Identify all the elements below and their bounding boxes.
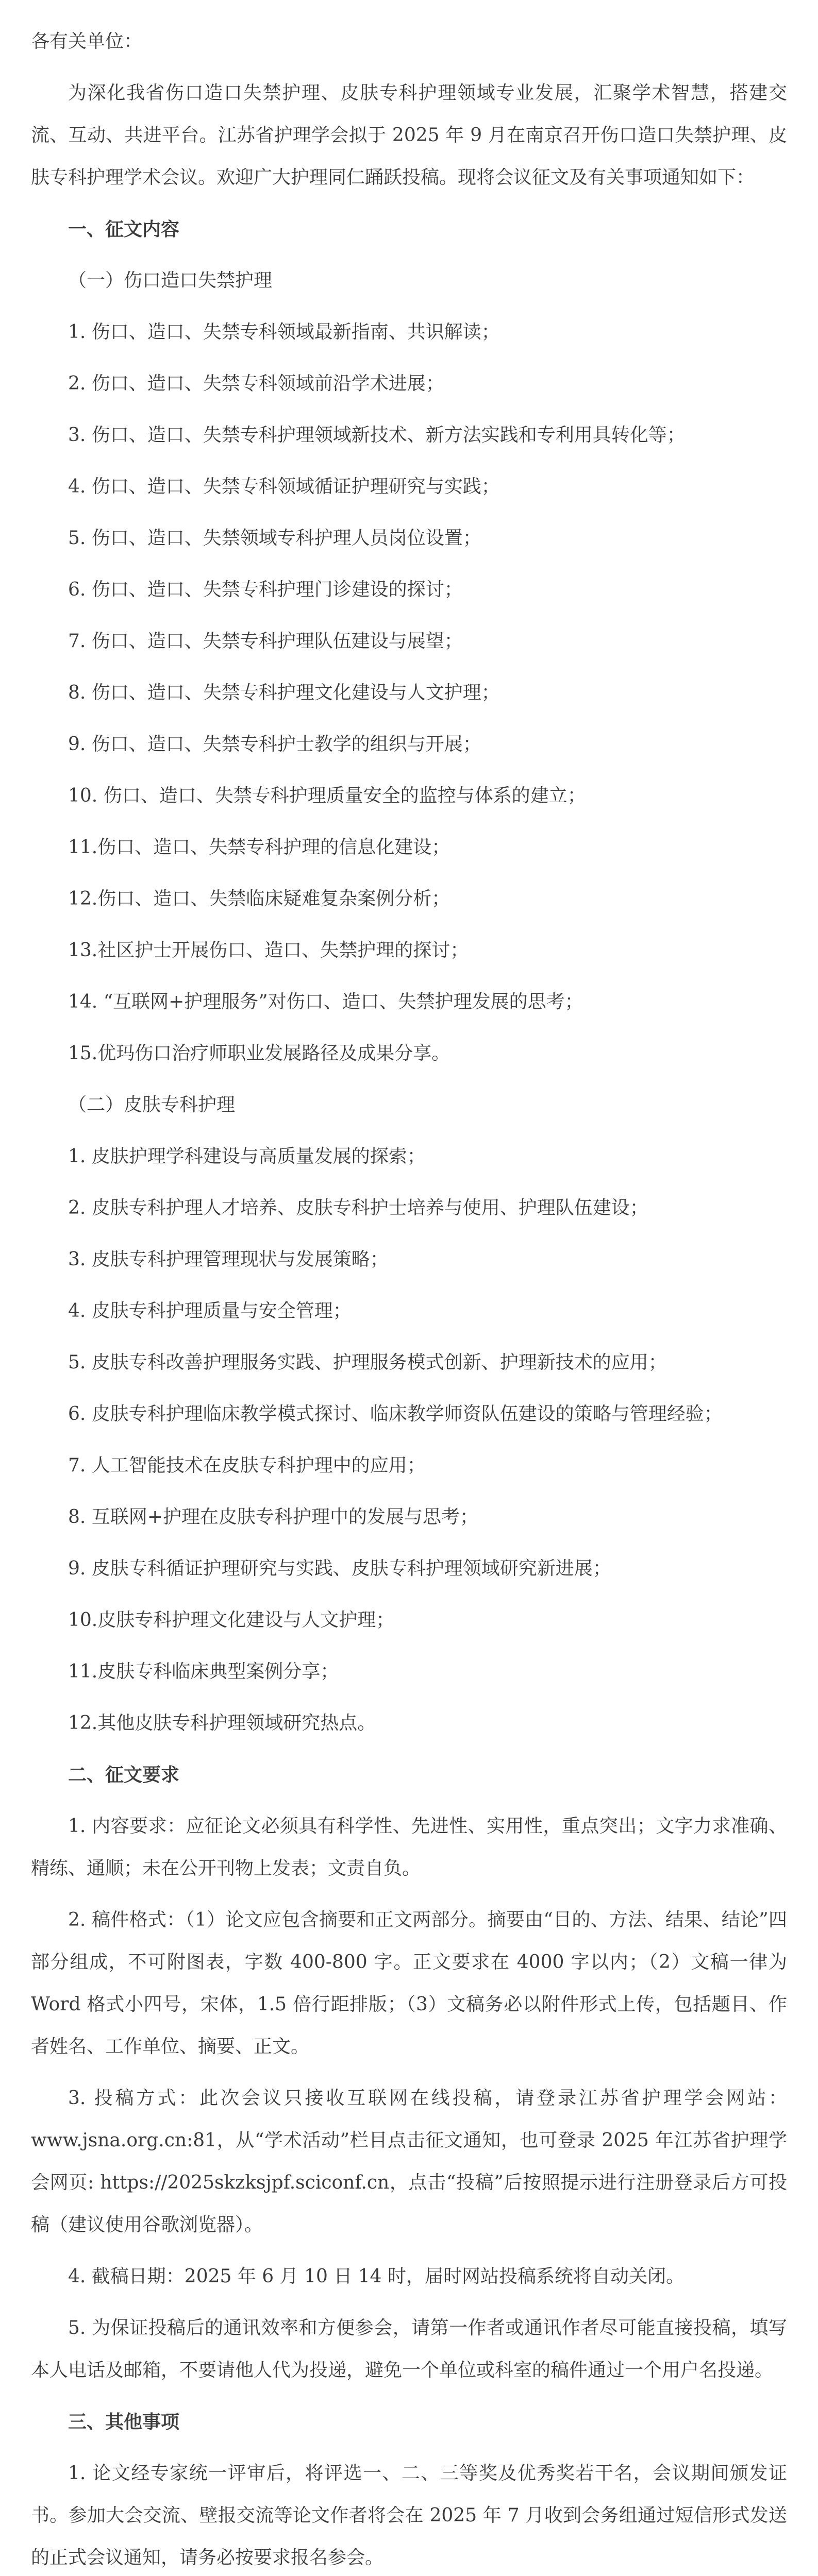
greeting: 各有关单位： (31, 31, 143, 52)
other-item: 1. 论文经专家统一评审后，将评选一、二、三等奖及优秀奖若干名，会议期间颁发证书。参加大会交流、壁报交流等论文作者将会在 2025 年 7 月收到会务组通过短信形式发送的正式会议通知，请务必按要求报名参会。 (31, 2463, 787, 2568)
requirement-item: 3. 投稿方式：此次会议只接收互联网在线投稿，请登录江苏省护理学会网站：www.jsna.org.cn:81，从“学术活动”栏目点击征文通知，也可登录 2025 年江苏省护理学会网页: https://2025skzksjpf.sciconf.cn，点击“投稿”后按照提示进行注册登录后方可投稿（建议使用谷歌浏览器）。 (31, 2088, 787, 2235)
section-heading-1: 一、征文内容 (68, 218, 180, 240)
section-heading-2: 二、征文要求 (68, 1764, 180, 1786)
wound-item: 6. 伤口、造口、失禁专科护理门诊建设的探讨； (68, 579, 463, 600)
skin-item: 12.其他皮肤专科护理领域研究热点。 (68, 1713, 376, 1734)
skin-item: 9. 皮肤专科循证护理研究与实践、皮肤专科护理领域研究新进展； (68, 1558, 611, 1579)
wound-item: 7. 伤口、造口、失禁专科护理队伍建设与展望； (68, 631, 463, 652)
skin-item: 11.皮肤专科临床典型案例分享； (68, 1661, 339, 1682)
wound-item: 5. 伤口、造口、失禁领域专科护理人员岗位设置； (68, 528, 481, 549)
wound-item: 4. 伤口、造口、失禁专科领域循证护理研究与实践； (68, 476, 500, 497)
wound-item: 3. 伤口、造口、失禁专科护理领域新技术、新方法实践和专利用具转化等； (68, 425, 686, 446)
wound-item: 1. 伤口、造口、失禁专科领域最新指南、共识解读； (68, 321, 500, 343)
section-heading-3: 三、其他事项 (68, 2411, 180, 2433)
wound-item: 15.优玛伤口治疗师职业发展路径及成果分享。 (68, 1043, 450, 1064)
skin-item: 4. 皮肤专科护理质量与安全管理； (68, 1300, 352, 1321)
wound-item: 2. 伤口、造口、失禁专科领域前沿学术进展； (68, 373, 444, 394)
skin-item: 8. 互联网+护理在皮肤专科护理中的发展与思考； (68, 1506, 478, 1528)
skin-item: 7. 人工智能技术在皮肤专科护理中的应用； (68, 1455, 426, 1476)
notice-document (31, 21, 787, 2576)
wound-item: 12.伤口、造口、失禁临床疑难复杂案例分析； (68, 888, 450, 909)
requirement-item: 1. 内容要求：应征论文必须具有科学性、先进性、实用性，重点突出；文字力求准确、精练、通顺；未在公开刊物上发表；文责自负。 (31, 1816, 787, 1879)
wound-item: 11.伤口、造口、失禁专科护理的信息化建设； (68, 837, 450, 858)
wound-item: 14. “互联网+护理服务”对伤口、造口、失禁护理发展的思考； (68, 991, 583, 1012)
skin-item: 6. 皮肤专科护理临床教学模式探讨、临床教学师资队伍建设的策略与管理经验； (68, 1403, 723, 1425)
wound-item: 13.社区护士开展伤口、造口、失禁护理的探讨； (68, 940, 469, 961)
requirement-item: 2. 稿件格式：（1）论文应包含摘要和正文两部分。摘要由“目的、方法、结果、结论”四部分组成，不可附图表，字数 400-800 字。正文要求在 4000 字以内；（2）文稿一律为 Word 格式小四号，宋体，1.5 倍行距排版；（3）文稿务必以附件形式上传，包括题目、作者姓名、工作单位、摘要、正文。 (31, 1909, 787, 2057)
requirement-item: 5. 为保证投稿后的通讯效率和方便参会，请第一作者或通讯作者尽可能直接投稿，填写本人电话及邮箱，不要请他人代为投递，避免一个单位或科室的稿件通过一个用户名投递。 (31, 2317, 787, 2381)
skin-item: 3. 皮肤专科护理管理现状与发展策略； (68, 1249, 389, 1270)
skin-item: 5. 皮肤专科改善护理服务实践、护理服务模式创新、护理新技术的应用； (68, 1352, 667, 1373)
wound-item: 9. 伤口、造口、失禁专科护士教学的组织与开展； (68, 734, 481, 755)
wound-item: 8. 伤口、造口、失禁专科护理文化建设与人文护理； (68, 682, 500, 703)
subsection-heading-wound: （一）伤口造口失禁护理 (68, 270, 273, 291)
requirement-item: 4. 截稿日期：2025 年 6 月 10 日 14 时，届时网站投稿系统将自动关闭。 (68, 2266, 685, 2287)
wound-item: 10. 伤口、造口、失禁专科护理质量安全的监控与体系的建立； (68, 785, 586, 806)
skin-item: 2. 皮肤专科护理人才培养、皮肤专科护士培养与使用、护理队伍建设； (68, 1197, 648, 1218)
skin-item: 1. 皮肤护理学科建设与高质量发展的探索； (68, 1146, 426, 1167)
subsection-heading-skin: （二）皮肤专科护理 (68, 1094, 236, 1115)
intro-paragraph: 为深化我省伤口造口失禁护理、皮肤专科护理领域专业发展，汇聚学术智慧，搭建交流、互动、共进平台。江苏省护理学会拟于 2025 年 9 月在南京召开伤口造口失禁护理、皮肤专科护理学术会议。欢迎广大护理同仁踊跃投稿。现将会议征文及有关事项通知如下： (31, 82, 787, 188)
skin-item: 10.皮肤专科护理文化建设与人文护理； (68, 1609, 395, 1631)
